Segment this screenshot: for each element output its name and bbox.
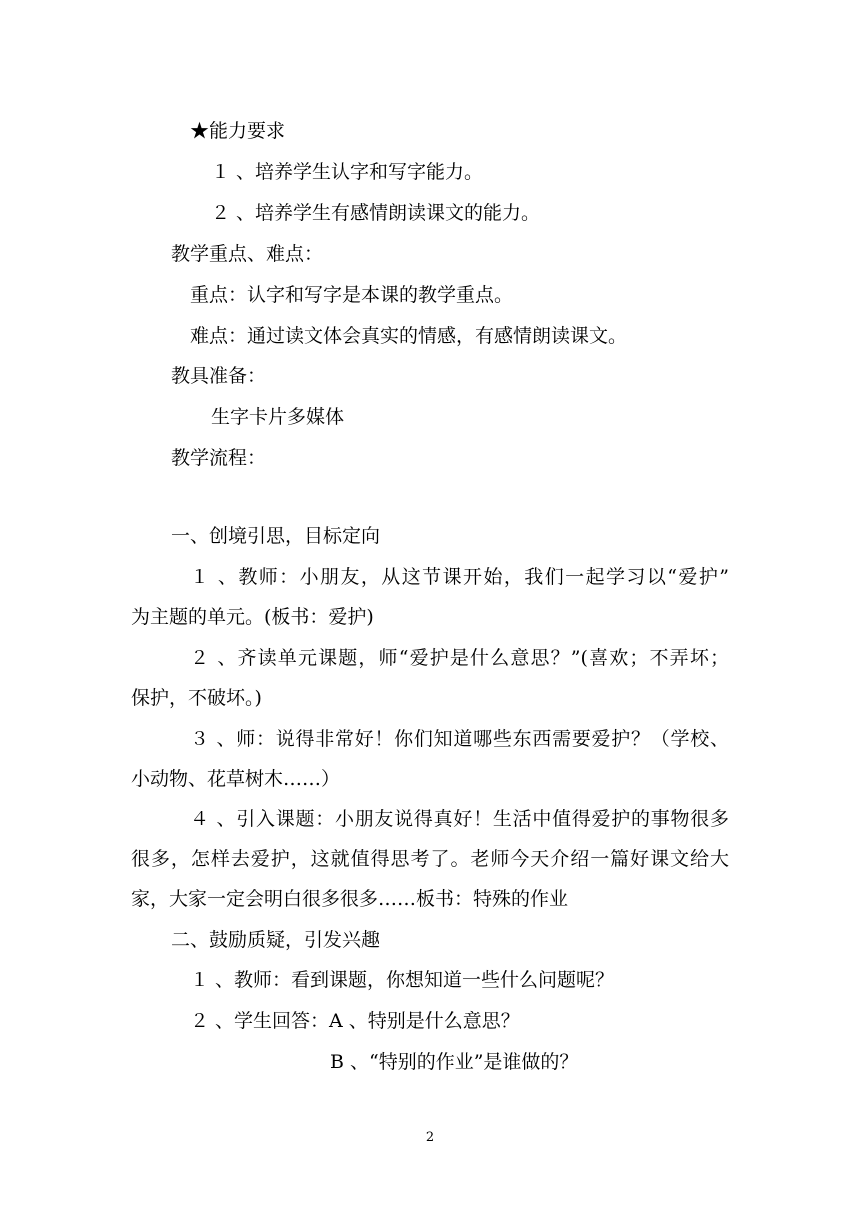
paragraph-2-line-1: ２ 、齐读单元课题，师“爱护是什么意思？”(喜欢；不弄坏； [190,647,729,669]
paragraph-3-line-2: 小动物、花草树木……） [131,768,341,790]
paragraph-1-line-2: 为主题的单元。(板书：爱护) [131,606,374,628]
ability-item-2: ２ 、培养学生有感情朗读课文的能力。 [211,202,541,224]
page-number: 2 [425,1130,435,1145]
section-1-heading: 一、创境引思，目标定向 [171,525,381,547]
paragraph-1-line-1: １ 、教师：小朋友，从这节课开始，我们一起学习以“爱护” [190,566,729,588]
difficult-point: 难点：通过读文体会真实的情感，有感情朗读课文。 [190,325,628,347]
paragraph-3-line-1: ３ 、师：说得非常好！你们知道哪些东西需要爱护？（学校、 [190,728,729,750]
section-2-item-2: ２ 、学生回答：A 、特别是什么意思？ [190,1010,520,1032]
process-heading: 教学流程： [171,447,267,469]
materials-text: 生字卡片多媒体 [211,406,345,428]
key-points-heading: 教学重点、难点： [171,243,324,265]
paragraph-4-line-1: ４ 、引入课题：小朋友说得真好！生活中值得爱护的事物很多 [190,808,729,830]
section-2-item-1: １ 、教师：看到课题，你想知道一些什么问题呢？ [190,969,615,991]
section-2-heading: 二、鼓励质疑，引发兴趣 [171,929,381,951]
paragraph-2-line-2: 保护，不破坏。) [131,687,262,709]
ability-item-1: １ 、培养学生认字和写字能力。 [211,161,484,183]
key-point: 重点：认字和写字是本课的教学重点。 [190,284,514,306]
paragraph-4-line-2: 很多，怎样去爱护，这就值得思考了。老师今天介绍一篇好课文给大 [131,848,729,870]
ability-heading: ★能力要求 [190,120,286,142]
section-2-item-2-b: B 、“特别的作业”是谁做的？ [330,1051,579,1073]
paragraph-4-line-3: 家，大家一定会明白很多很多……板书：特殊的作业 [131,888,569,910]
materials-heading: 教具准备： [171,365,267,387]
